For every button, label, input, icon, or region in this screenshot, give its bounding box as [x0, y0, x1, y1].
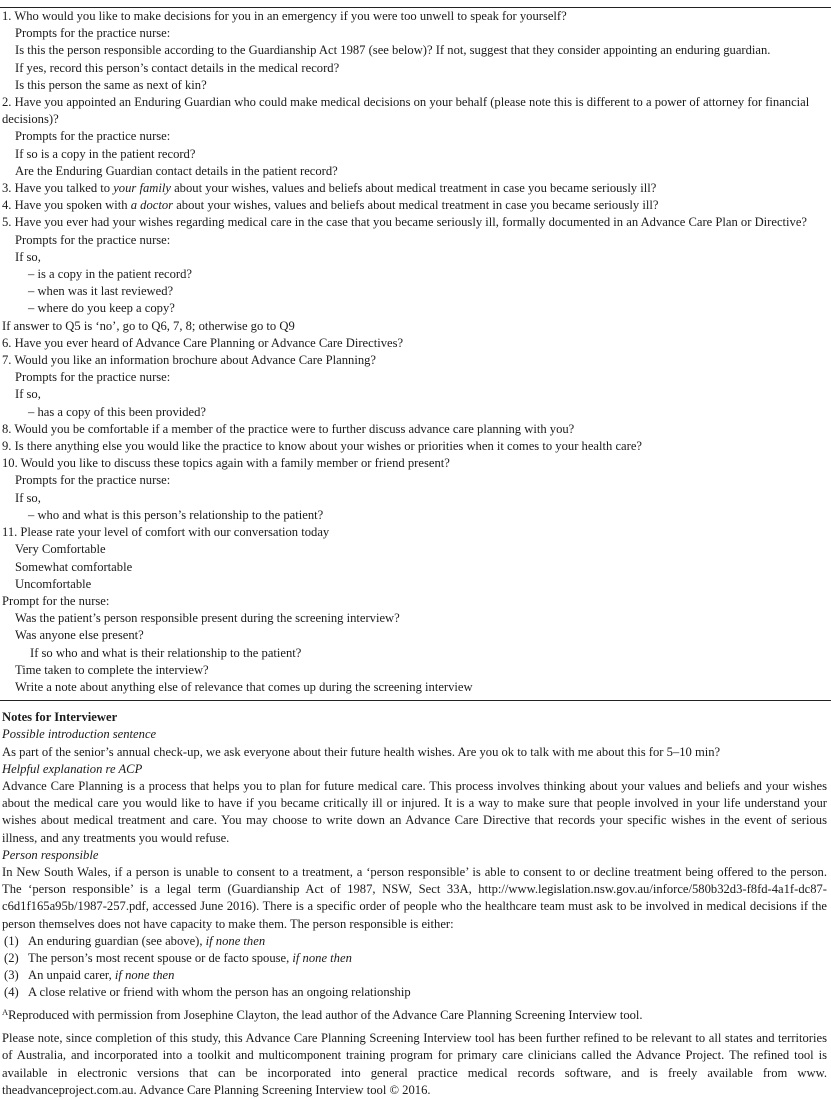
- list-item-text: A close relative or friend with whom the person has an ongoing relationship: [28, 985, 411, 1000]
- questions-section: [0, 8, 831, 696]
- question-3-emphasis: your family: [113, 181, 171, 196]
- question-3-post: about your wishes, values and beliefs about medical treatment in case you became seriously ill?: [170, 181, 657, 196]
- question-11-option-uncomfortable: Uncomfortable: [15, 576, 92, 591]
- question-3-pre: 3. Have you talked to: [2, 181, 114, 196]
- question-1: 1. Who would you like to make decisions for you in an emergency if you were too unwell to speak for yourself?: [2, 9, 567, 23]
- list-item-number: (4): [4, 985, 19, 1000]
- list-item: [2, 933, 829, 950]
- question-4-pre: 4. Have you spoken with: [2, 198, 131, 213]
- question-11: 11. Please rate your level of comfort with our conversation today: [2, 525, 330, 540]
- question-1-prompt-a: Is this the person responsible according to the Guardianship Act 1987 (see below)? If not, suggest that they consider appointing an enduring guardian.: [15, 43, 771, 58]
- list-item-text: The person’s most recent spouse or de facto spouse,: [28, 950, 293, 965]
- question-3: [0, 180, 831, 197]
- list-item-text: An unpaid carer,: [28, 968, 115, 983]
- question-1-prompt-c: Is this person the same as next of kin?: [15, 77, 207, 92]
- nurse-prompt-b: Was anyone else present?: [15, 628, 144, 643]
- nurse-prompt-c: If so who and what is their relationship to the patient?: [30, 645, 302, 660]
- question-4: [0, 197, 831, 214]
- acp-heading: Helpful explanation re ACP: [2, 761, 143, 776]
- person-responsible-text: In New South Wales, if a person is unable to consent to a treatment, a ‘person responsible’ is able to consent to or decline treatment being offered to the person. The ‘person responsible’ is a legal term (Guardianship Act of 1987, NSW, Sect 33A, http://www.legislation.nsw.gov.au/inforce/580b32d3-f8fd-4a1f-dc87-c6d1f165a95b/1987-257.pdf, accessed June 2016). There is a specific order of people who the healthcare team must ask to be involved in medical decisions if the person themselves does not have capacity to make them. The person responsible is either:: [2, 864, 827, 931]
- question-5-branch-instruction: If answer to Q5 is ‘no’, go to Q6, 7, 8; otherwise go to Q9: [2, 318, 295, 333]
- question-9: 9. Is there anything else you would like the practice to know about your wishes or priorities when it comes to your health care?: [2, 439, 643, 454]
- list-item-number: (3): [4, 968, 19, 983]
- list-item-emphasis: if none then: [114, 968, 175, 983]
- question-5-prompt-c: – where do you keep a copy?: [28, 301, 175, 316]
- question-2-prompt-b: Are the Enduring Guardian contact details in the patient record?: [15, 163, 338, 178]
- notes-section: [0, 701, 831, 1099]
- question-5-prompt-heading: Prompts for the practice nurse:: [15, 232, 171, 247]
- question-1-prompt-heading: Prompts for the practice nurse:: [15, 26, 171, 41]
- list-item-emphasis: if none then: [205, 933, 266, 948]
- intro-text: As part of the senior’s annual check-up, we ask everyone about their future health wishes. Are you ok to talk with me about this for 5–10 min?: [2, 744, 721, 759]
- question-10-if-so: If so,: [15, 490, 41, 505]
- question-5-prompt-a: – is a copy in the patient record?: [28, 267, 193, 282]
- question-1-prompt-b: If yes, record this person’s contact details in the medical record?: [15, 60, 340, 75]
- footnote-text: Reproduced with permission from Josephine Clayton, the lead author of the Advance Care Planning Screening Interview tool.: [8, 1007, 643, 1022]
- list-item: [2, 950, 829, 967]
- closing-note: Please note, since completion of this study, this Advance Care Planning Screening Interview tool has been further refined to be relevant to all states and territories of Australia, and incorporated into a toolkit and multicomponent training program for primary care clinicians called the Advance Project. The refined tool is available in electronic versions that can be incorporated into general practice medical records software, and is freely available from www. theadvanceproject.com.au. Advance Care Planning Screening Interview tool © 2016.: [2, 1030, 827, 1097]
- nurse-prompt-a: Was the patient’s person responsible present during the screening interview?: [15, 611, 400, 626]
- list-item: [2, 984, 829, 1001]
- question-11-option-very-comfortable: Very Comfortable: [15, 542, 106, 557]
- question-6: 6. Have you ever heard of Advance Care Planning or Advance Care Directives?: [2, 335, 404, 350]
- question-4-emphasis: a doctor: [130, 198, 174, 213]
- nurse-prompt-e: Write a note about anything else of relevance that comes up during the screening interview: [15, 679, 473, 694]
- question-5-prompt-b: – when was it last reviewed?: [28, 284, 174, 299]
- nurse-prompt-heading: Prompt for the nurse:: [2, 593, 110, 608]
- question-2-prompt-a: If so is a copy in the patient record?: [15, 146, 196, 161]
- question-7-prompt-heading: Prompts for the practice nurse:: [15, 370, 171, 385]
- question-5-if-so: If so,: [15, 249, 41, 264]
- list-item-emphasis: if none then: [292, 950, 352, 965]
- question-10-prompt-a: – who and what is this person’s relationship to the patient?: [28, 507, 324, 522]
- intro-heading: Possible introduction sentence: [2, 727, 157, 742]
- question-5: 5. Have you ever had your wishes regarding medical care in the case that you became seriously ill, formally documented in an Advance Care Plan or Directive?: [2, 215, 808, 230]
- question-10-prompt-heading: Prompts for the practice nurse:: [15, 473, 171, 488]
- question-8: 8. Would you be comfortable if a member of the practice were to further discuss advance care planning with you?: [2, 421, 575, 436]
- list-item-text: An enduring guardian (see above),: [28, 933, 206, 948]
- question-7: 7. Would you like an information brochure about Advance Care Planning?: [2, 353, 377, 368]
- acp-text: Advance Care Planning is a process that helps you to plan for future medical care. This process involves thinking about your values and beliefs and your wishes about the medical care you would like to have if you became critically ill or injured. It is a way to make sure that people involved in your life understand your wishes about medical treatment and care. You may choose to write down an Advance Care Directive that records your specific wishes in the event of serious illness, and any treatments you would refuse.: [2, 778, 827, 845]
- nurse-prompt-d: Time taken to complete the interview?: [15, 662, 209, 677]
- person-responsible-heading: Person responsible: [2, 847, 99, 862]
- list-item: [2, 967, 829, 984]
- notes-title: Notes for Interviewer: [2, 710, 118, 725]
- person-responsible-list: [2, 933, 829, 1002]
- question-4-post: about your wishes, values and beliefs about medical treatment in case you became seriously ill?: [173, 198, 659, 213]
- question-7-if-so: If so,: [15, 387, 41, 402]
- list-item-number: (1): [4, 933, 19, 948]
- footnote: [2, 1007, 829, 1024]
- list-item-number: (2): [4, 950, 19, 965]
- question-2-prompt-heading: Prompts for the practice nurse:: [15, 129, 171, 144]
- question-11-option-somewhat-comfortable: Somewhat comfortable: [15, 559, 133, 574]
- question-7-prompt-a: – has a copy of this been provided?: [28, 404, 207, 419]
- question-2: 2. Have you appointed an Enduring Guardian who could make medical decisions on your behalf (please note this is different to a power of attorney for financial decisions)?: [2, 95, 810, 127]
- footnote-mark: A: [2, 1006, 9, 1017]
- question-10: 10. Would you like to discuss these topics again with a family member or friend present?: [2, 456, 450, 471]
